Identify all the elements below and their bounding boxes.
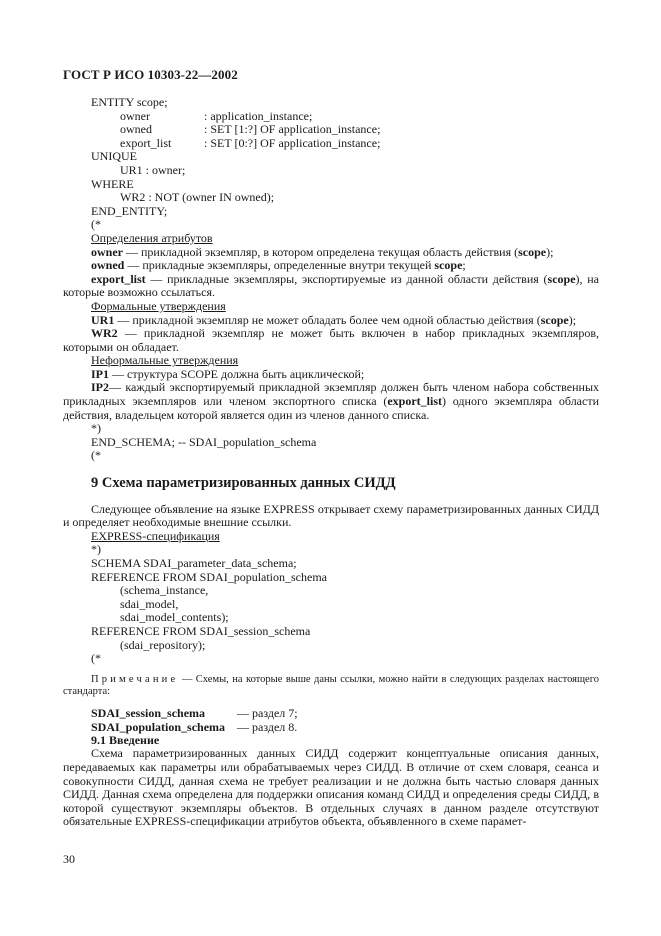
attr-name: owned	[120, 122, 152, 137]
comment-close: *)	[91, 421, 101, 436]
unique-rule: UR1 : owner;	[120, 162, 186, 177]
entity-attr-owned	[63, 123, 599, 137]
entity-attr-export-list	[63, 137, 599, 151]
running-header: ГОСТ Р ИСО 10303-22—2002	[63, 67, 238, 82]
reference-item: sdai_model_contents);	[120, 610, 229, 625]
attr-def-owned: owned — прикладные экземпляры, определенные внутри текущей scope;	[91, 258, 466, 273]
page-content	[63, 96, 599, 829]
note	[63, 674, 599, 698]
subsection-heading: 9.1 Введение	[91, 732, 160, 747]
reference-item: (schema_instance,	[120, 583, 209, 598]
schema-declaration: SCHEMA SDAI_parameter_data_schema;	[91, 556, 297, 570]
where-rule: WR2 : NOT (owner IN owned);	[120, 190, 275, 205]
attr-defs-heading: Определения атрибутов	[91, 230, 213, 245]
where-keyword: WHERE	[91, 176, 134, 191]
section-intro: Следующее объявление на языке EXPRESS открывает схему параметризированных данных СИДД и определяет необходимые внешние ссылки.	[63, 501, 599, 530]
formal-ur1: UR1 — прикладной экземпляр не может обладать более чем одной областью действия (scope);	[91, 312, 577, 327]
unique-keyword: UNIQUE	[91, 149, 137, 164]
formal-wr2: WR2 — прикладной экземпляр не может быть включен в набор прикладных экземпляров, которыми он обладает.	[63, 326, 599, 354]
end-schema: END_SCHEMA; -- SDAI_population_schema	[91, 434, 317, 449]
note-text: — Схемы, на которые выше даны ссылки, можно найти в следующих разделах настоящего стандарта:	[63, 673, 599, 697]
informal-ip1: IP1 — структура SCOPE должна быть ациклической;	[91, 366, 365, 381]
attr-name: export_list	[120, 135, 172, 150]
express-spec-heading: EXPRESS-спецификация	[91, 528, 220, 543]
schema-ref-row: SDAI_session_schema — раздел 7;	[91, 705, 298, 720]
section-heading: 9 Схема параметризированных данных СИДД	[91, 475, 396, 492]
page-number: 30	[63, 852, 75, 866]
end-entity: END_ENTITY;	[91, 203, 168, 218]
attr-type: : application_instance;	[204, 108, 313, 123]
attr-type: : SET [0:?] OF application_instance;	[204, 135, 381, 150]
reference-item: (sdai_repository);	[120, 637, 206, 652]
comment-open: (*	[91, 217, 101, 232]
comment-open-2: (*	[91, 448, 101, 463]
reference-item: sdai_model,	[120, 596, 179, 611]
entity-declaration: ENTITY scope;	[91, 95, 168, 109]
attr-type: : SET [1:?] OF application_instance;	[204, 122, 381, 137]
entity-attr-owner	[63, 110, 599, 124]
informal-ip2: IP2— каждый экспортируемый прикладной экземпляр должен быть членом набора собственных прикладных экземпляров или членом экспортного списка (export_list) одного экземпляра области действия, владельцем которой является один из членов данного списка.	[63, 380, 599, 422]
reference-from-session: REFERENCE FROM SDAI_session_schema	[91, 623, 311, 638]
schema-ref-row: SDAI_population_schema — раздел 8.	[91, 719, 298, 734]
informal-heading: Неформальные утверждения	[91, 353, 239, 368]
spec-close: *)	[91, 542, 101, 557]
attr-def-owner: owner — прикладной экземпляр, в котором определена текущая область действия (scope);	[91, 244, 554, 259]
spec-open: (*	[91, 651, 101, 666]
reference-from-population: REFERENCE FROM SDAI_population_schema	[91, 569, 327, 584]
formal-heading: Формальные утверждения	[91, 298, 226, 313]
attr-name: owner	[120, 108, 150, 123]
subsection-text: Схема параметризированных данных СИДД содержит концептуальные описания данных, передаваемых как параметры или обрабатываемых через СИДД. В отличие от схем словаря, сеанса и совокупности СИДД, данная схема не требует реализации и не должна быть частью словаря данных СИДД. Данная схема определена для поддержки описания команд СИДД и определения среды СИДД, в которой существуют экземпляры объектов. В отдельных случаях в данном разделе отсутствуют обязательные EXPRESS-спецификации атрибутов объекта, объявленного в схеме парамет-	[63, 746, 599, 829]
note-label: Примечание	[91, 673, 179, 685]
attr-def-export-list: export_list — прикладные экземпляры, экспортируемые из данной области действия (scope), на которые возможно ссылаться.	[63, 271, 600, 300]
